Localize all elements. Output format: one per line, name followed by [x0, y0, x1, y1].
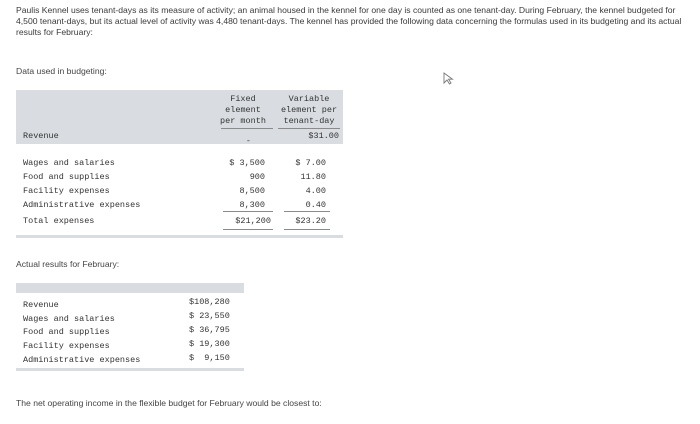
actual-table-header-band	[16, 283, 244, 293]
row-label: Administrative expenses	[23, 200, 141, 210]
question-text: The net operating income in the flexible budget for February would be closest to:	[16, 398, 322, 408]
actual-row-value: $ 23,550	[189, 311, 230, 321]
actual-row-label: Wages and salaries	[23, 314, 115, 324]
budget-table-bottom-band	[16, 235, 343, 238]
actual-row-label: Food and supplies	[23, 327, 110, 337]
actual-row-label: Revenue	[23, 300, 59, 310]
actual-row-value: $ 9,150	[189, 353, 230, 363]
col-variable-header: Variable element per tenant-day	[280, 94, 338, 126]
row-variable: 0.40	[305, 200, 326, 210]
actual-row-label: Facility expenses	[23, 341, 110, 351]
actual-row-value: $ 36,795	[189, 325, 230, 335]
actual-row-label: Administrative expenses	[23, 355, 141, 365]
row-fixed: 900	[249, 172, 265, 182]
problem-intro: Paulis Kennel uses tenant-days as its measure of activity; an animal housed in the kennel for one day is counted as one tenant-day. During February, the kennel budgeted for 4,500 tenant-days, but its actual level of activity was 4,480 tenant-days. The kennel has provided the following data concerning the formulas used in its budgeting and its actual results for February:	[16, 5, 682, 37]
actual-table	[16, 283, 244, 371]
budget-data-label: Data used in budgeting:	[16, 66, 107, 76]
total-variable-underline	[284, 211, 330, 212]
total-label: Total expenses	[23, 216, 95, 226]
mouse-cursor-icon	[442, 71, 456, 85]
revenue-fixed: -	[245, 136, 251, 146]
col-fixed-underline	[221, 128, 273, 129]
row-variable: 4.00	[305, 186, 326, 196]
revenue-variable: $31.00	[308, 131, 339, 141]
row-variable: 11.80	[300, 172, 326, 182]
total-fixed-underline	[223, 211, 273, 212]
col-variable-underline	[278, 128, 340, 129]
budget-table	[16, 90, 343, 238]
row-label: Facility expenses	[23, 186, 110, 196]
actual-results-label: Actual results for February:	[16, 259, 120, 269]
total-fixed: $21,200	[235, 216, 271, 226]
row-fixed: $ 3,500	[229, 158, 265, 168]
total-variable-double-underline	[284, 229, 330, 230]
row-fixed: 8,500	[239, 186, 265, 196]
actual-row-value: $108,280	[189, 297, 230, 307]
row-variable: $ 7.00	[295, 158, 326, 168]
row-label: Wages and salaries	[23, 158, 115, 168]
actual-row-value: $ 19,300	[189, 339, 230, 349]
row-fixed: 8,300	[239, 200, 265, 210]
total-fixed-double-underline	[223, 229, 273, 230]
actual-table-bottom-band	[16, 368, 244, 371]
col-fixed-header: Fixed element per month	[220, 94, 266, 126]
row-label: Food and supplies	[23, 172, 110, 182]
revenue-label: Revenue	[23, 131, 59, 141]
total-variable: $23.20	[295, 216, 326, 226]
